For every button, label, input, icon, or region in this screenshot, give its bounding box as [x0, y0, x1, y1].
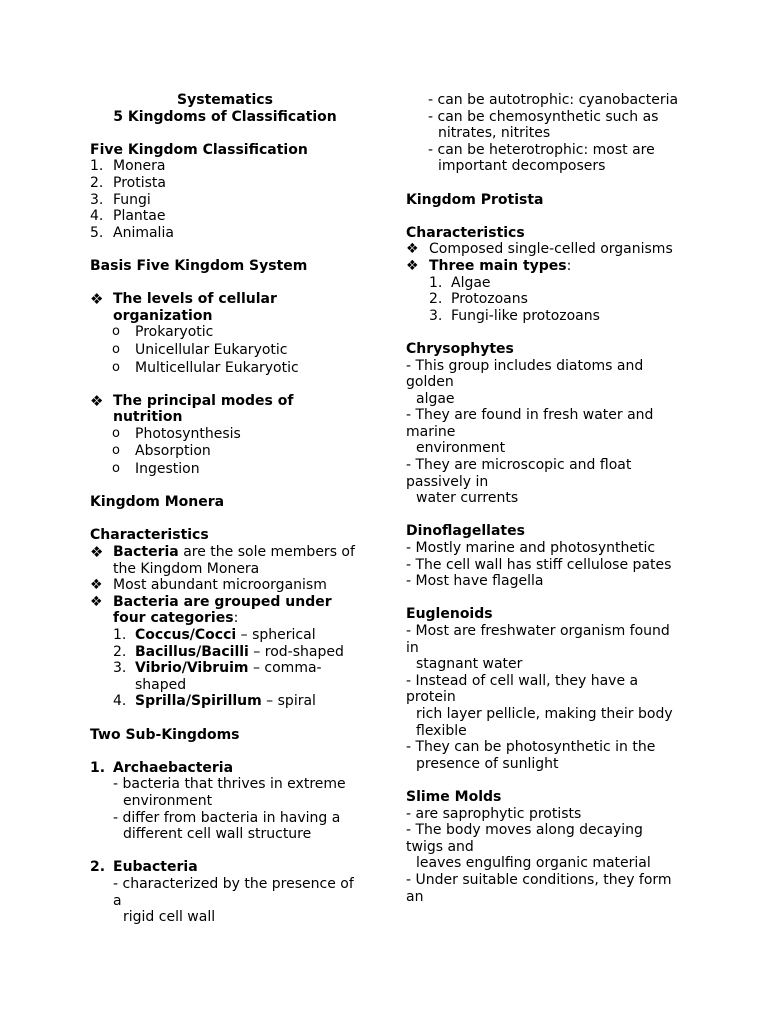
- eubacteria-heading: 2. Eubacteria: [90, 859, 198, 876]
- list-item: 5. Animalia: [90, 224, 174, 241]
- eugl-line: - Most are freshwater organism found: [406, 623, 670, 639]
- monera-nutrition-line: - can be chemosynthetic such as: [428, 108, 659, 125]
- list-item: 4. Plantae: [90, 208, 166, 225]
- chryso-line: algae: [416, 390, 455, 407]
- protista-characteristics-heading: Characteristics: [406, 224, 525, 241]
- kingdom-list: [90, 158, 360, 241]
- euglenoids-heading: Euglenoids: [406, 606, 493, 623]
- chryso-line: - This group includes diatoms and: [406, 357, 644, 374]
- bullet-icon: ❖: [406, 241, 419, 258]
- eugl-line: - They can be photosynthetic in the: [406, 739, 656, 756]
- list-item: o Unicellular Eukaryotic: [112, 341, 288, 358]
- slime-line: - Under suitable conditions, they form: [406, 871, 672, 888]
- five-kingdom-heading: Five Kingdom Classification: [90, 141, 308, 158]
- list-item: 3. Fungi-like protozoans: [429, 307, 600, 324]
- characteristics-heading: Characteristics: [90, 527, 209, 544]
- subkingdoms-heading: Two Sub-Kingdoms: [90, 726, 240, 743]
- bullet-icon: ❖: [90, 543, 104, 562]
- archaebacteria-heading: 1. Archaebacteria: [90, 759, 234, 776]
- list-item: 1. Coccus/Cocci – spherical: [113, 627, 316, 643]
- basis-heading: Basis Five Kingdom System: [90, 257, 308, 274]
- slime-line: twigs and: [406, 838, 474, 855]
- bullet-icon: ❖: [90, 577, 103, 594]
- list-item: o Absorption: [112, 443, 211, 460]
- chryso-line: environment: [416, 440, 506, 457]
- doc-subtitle: 5 Kingdoms of Classification: [113, 108, 337, 125]
- slime-molds-heading: Slime Molds: [406, 788, 502, 805]
- list-item: 4. Sprilla/Spirillum – spiral: [113, 693, 316, 710]
- archae-line: - bacteria that thrives in extreme: [113, 776, 346, 793]
- list-item: ❖ Composed single-celled organisms: [406, 241, 673, 258]
- list-item: ❖ Bacteria are grouped under four categories:: [90, 593, 332, 627]
- monera-heading: Kingdom Monera: [90, 494, 225, 511]
- bullet-icon: ❖: [90, 391, 104, 410]
- left-column: [90, 92, 360, 926]
- dino-line: - The cell wall has stiff cellulose pates: [406, 556, 672, 573]
- monera-nutrition-line: nitrates, nitrites: [438, 125, 551, 142]
- chryso-line: marine: [406, 423, 456, 440]
- archae-line: - differ from bacteria in having a: [113, 809, 341, 826]
- slime-line: leaves engulfing organic material: [416, 855, 651, 872]
- list-item: o Multicellular Eukaryotic: [112, 359, 299, 376]
- eugl-line: stagnant water: [416, 656, 523, 673]
- list-item: 2. Protozoans: [429, 291, 528, 308]
- eubac-line: - characterized by the presence of: [113, 875, 354, 892]
- list-item: 3. Vibrio/Vibruim – comma- shaped: [113, 660, 322, 693]
- eubac-line: a: [113, 892, 122, 909]
- list-item: 1. Algae: [429, 274, 491, 291]
- bullet-icon: ❖: [90, 593, 103, 610]
- eugl-line: flexible: [416, 722, 467, 739]
- monera-nutrition-line: - can be heterotrophic: most are: [428, 141, 655, 158]
- list-item: 2. Protista: [90, 174, 166, 191]
- chryso-line: - They are found in fresh water and: [406, 407, 654, 424]
- levels-heading: ❖ The levels of cellular organization: [90, 290, 277, 324]
- archae-line: different cell wall structure: [123, 826, 312, 843]
- chryso-line: - They are microscopic and float: [406, 457, 632, 474]
- protista-heading: Kingdom Protista: [406, 191, 544, 208]
- monera-nutrition-line: - can be autotrophic: cyanobacteria: [428, 92, 679, 108]
- eubac-line: rigid cell wall: [123, 909, 216, 926]
- doc-title: Systematics: [177, 92, 273, 108]
- monera-nutrition-line: important decomposers: [438, 158, 606, 175]
- dino-line: - Mostly marine and photosynthetic: [406, 540, 656, 557]
- list-item: 1. Monera: [90, 158, 166, 175]
- eugl-line: in: [406, 639, 419, 656]
- list-item: ❖ Most abundant microorganism: [90, 577, 327, 594]
- dinoflagellates-heading: Dinoflagellates: [406, 523, 525, 540]
- slime-line: - The body moves along decaying: [406, 822, 643, 839]
- slime-line: an: [406, 888, 424, 905]
- right-column: [406, 92, 686, 905]
- list-item: ❖ Three main types:: [406, 257, 572, 274]
- bullet-icon: ❖: [90, 290, 104, 309]
- list-item: ❖ Bacteria are the sole members of the Kingdom Monera: [90, 543, 355, 577]
- archae-line: environment: [123, 792, 213, 809]
- list-item: o Ingestion: [112, 461, 200, 478]
- eugl-line: protein: [406, 689, 456, 706]
- chryso-line: golden: [406, 374, 454, 391]
- slime-line: - are saprophytic protists: [406, 805, 582, 822]
- chrysophytes-heading: Chrysophytes: [406, 340, 514, 357]
- eugl-line: presence of sunlight: [416, 755, 559, 772]
- list-item: 2. Bacillus/Bacilli – rod-shaped: [113, 643, 344, 660]
- chryso-line: passively in: [406, 473, 489, 490]
- list-item: o Prokaryotic: [112, 324, 214, 341]
- eugl-line: - Instead of cell wall, they have a: [406, 672, 639, 689]
- chryso-line: water currents: [416, 490, 519, 507]
- list-item: 3. Fungi: [90, 191, 151, 208]
- modes-heading: ❖ The principal modes of nutrition: [90, 391, 294, 426]
- bullet-icon: ❖: [406, 257, 419, 274]
- list-item: o Photosynthesis: [112, 425, 241, 442]
- eugl-line: rich layer pellicle, making their body: [416, 705, 673, 722]
- dino-line: - Most have flagella: [406, 573, 544, 590]
